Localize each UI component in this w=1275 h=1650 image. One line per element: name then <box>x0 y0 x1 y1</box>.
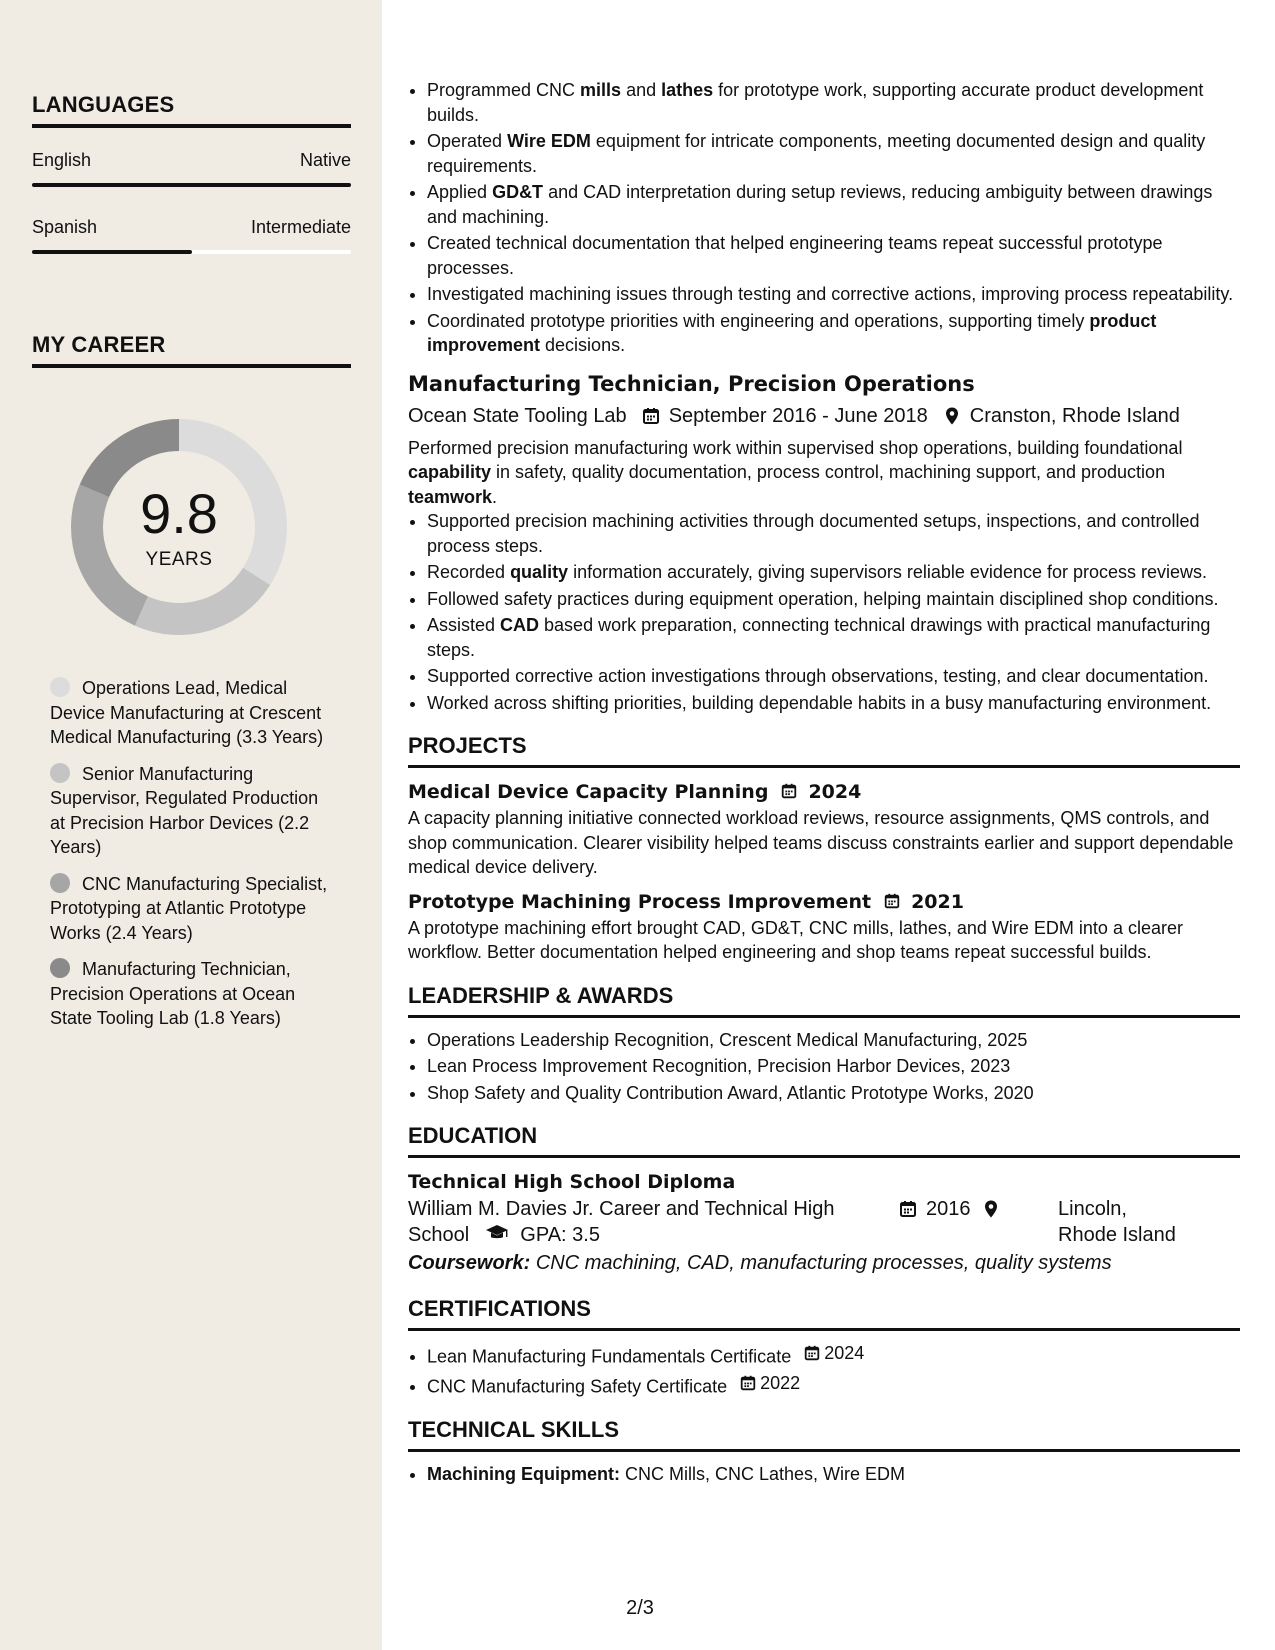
text-run: equipment for intricate components, meeting documented design and quality requirements. <box>427 131 1206 176</box>
skills-title: TECHNICAL SKILLS <box>408 1417 1240 1452</box>
project-name: Medical Device Capacity Planning <box>408 781 769 803</box>
project-description: A prototype machining effort brought CAD, GD&T, CNC mills, lathes, and Wire EDM into a clearer workflow. Better documentation helped engineering and shop teams repeat successful builds. <box>408 917 1183 962</box>
bold-text: teamwork <box>408 486 493 507</box>
bullet-item <box>427 180 1240 229</box>
bold-text: quality <box>510 562 569 582</box>
education-degree: Technical High School Diploma <box>408 1171 736 1193</box>
text-run: Assisted <box>427 615 501 635</box>
calendar-icon <box>780 782 800 802</box>
text-run: Programmed CNC <box>427 80 581 100</box>
coursework-text: CNC machining, CAD, manufacturing processes, quality systems <box>535 1252 1112 1274</box>
bullet-item <box>427 509 1240 558</box>
projects-list <box>408 778 1240 965</box>
bold-text: product improvement <box>427 310 1157 355</box>
education-details <box>408 1196 1240 1248</box>
language-name: English <box>32 150 92 170</box>
project-header <box>408 778 1240 806</box>
bold-text: GD&T <box>492 182 544 202</box>
career-legend-item <box>50 872 330 946</box>
project-year: 2021 <box>911 890 964 913</box>
skill-value: CNC Mills, CNC Lathes, Wire EDM <box>625 1463 906 1484</box>
awards-title: LEADERSHIP & AWARDS <box>408 983 1240 1018</box>
language-bar <box>32 250 351 254</box>
bold-text: capability <box>408 462 492 482</box>
career-total-years: 9.8 <box>140 482 218 545</box>
text-run: Investigated machining issues through testing and corrective actions, improving process repeatability. <box>427 284 1234 304</box>
donut-segment <box>135 568 270 635</box>
career-legend <box>50 676 330 1043</box>
calendar-icon <box>883 892 903 912</box>
graduation-cap-icon <box>485 1223 509 1243</box>
languages-title: LANGUAGES <box>32 92 351 128</box>
job-meta <box>408 402 1240 430</box>
award-item: • Lean Process Improvement Recognition, Precision Harbor Devices, 2023 <box>427 1054 1240 1079</box>
certification-date <box>791 1341 864 1366</box>
text-run: Supported corrective action investigations through observations, testing, and clear documentation. <box>427 666 1209 686</box>
legend-dot <box>50 763 70 783</box>
project-header <box>408 888 1240 916</box>
text-run: Followed safety practices during equipment operation, helping maintain disciplined shop conditions. <box>427 588 1219 609</box>
text-run: for prototype work, supporting accurate product development builds. <box>427 80 1204 125</box>
language-level: Native <box>299 150 351 170</box>
text-run: based work preparation, connecting technical drawings with practical manufacturing steps. <box>427 615 1211 660</box>
certifications-title: CERTIFICATIONS <box>408 1296 1240 1331</box>
education-school-gpa <box>408 1196 898 1248</box>
text-run: Performed precision manufacturing work within supervised shop operations, building foundational <box>408 437 1183 458</box>
bullet-item <box>427 309 1240 358</box>
bold-text: lathes <box>661 80 714 100</box>
education-year-block <box>898 1196 1058 1248</box>
job-dates: September 2016 - June 2018 <box>668 404 928 427</box>
award-item: • Operations Leadership Recognition, Crescent Medical Manufacturing, 2025 <box>427 1028 1240 1053</box>
language-row <box>32 150 351 171</box>
sidebar <box>0 0 382 1650</box>
bullet-item <box>427 129 1240 178</box>
education-title: EDUCATION <box>408 1123 1240 1158</box>
certification-year: 2024 <box>824 1343 865 1363</box>
certification-name: CNC Manufacturing Safety Certificate <box>427 1376 728 1396</box>
education-gpa: GPA: 3.5 <box>520 1224 600 1246</box>
bullet-item <box>427 78 1240 127</box>
bullet-item <box>427 664 1240 689</box>
award-item: • Shop Safety and Quality Contribution Award, Atlantic Prototype Works, 2020 <box>427 1081 1240 1106</box>
language-row <box>32 217 351 238</box>
languages-section <box>32 92 351 254</box>
job-summary <box>408 436 1240 510</box>
legend-dot <box>50 958 70 978</box>
legend-dot <box>50 677 70 697</box>
career-legend-item <box>50 676 330 750</box>
text-run: and <box>621 80 662 100</box>
legend-dot <box>50 873 70 893</box>
language-bar-fill <box>32 183 351 187</box>
education-coursework <box>408 1248 1240 1278</box>
education-location: Lincoln, Rhode Island <box>1058 1198 1176 1246</box>
text-run: in safety, quality documentation, process control, machining support, and production <box>491 462 1166 482</box>
language-bar <box>32 183 351 187</box>
text-run: Supported precision machining activities through documented setups, inspections, and controlled process steps. <box>427 511 1200 556</box>
career-years-label: YEARS <box>145 549 213 570</box>
bullet-item <box>427 691 1240 716</box>
text-run: Operated <box>427 131 508 151</box>
bold-text: CAD <box>500 615 540 635</box>
certification-item <box>427 1371 1240 1399</box>
career-title-block <box>32 332 351 368</box>
job-company: Ocean State Tooling Lab <box>408 404 627 427</box>
bullet-item <box>427 587 1240 612</box>
project-description: A capacity planning initiative connected workload reviews, resource assignments, QMS controls, and shop communication. Clearer visibility helped teams discuss constraints earlier and support dependable medical device delivery. <box>408 808 1234 877</box>
location-pin-icon <box>942 406 962 426</box>
bullet-item <box>427 560 1240 585</box>
projects-title: PROJECTS <box>408 733 1240 768</box>
calendar-icon <box>898 1199 918 1219</box>
skill-label: Machining Equipment: <box>427 1463 620 1484</box>
job-title: Manufacturing Technician, Precision Operations <box>408 371 975 396</box>
career-legend-label: Operations Lead, Medical Device Manufacturing at Crescent Medical Manufacturing (3.3 Years) <box>50 678 324 747</box>
bold-text: mills <box>580 80 622 100</box>
skill-item <box>427 1462 1240 1487</box>
certification-name: Lean Manufacturing Fundamentals Certificate <box>427 1346 792 1367</box>
text-run: Worked across shifting priorities, building dependable habits in a busy manufacturing environment. <box>427 692 1212 713</box>
language-level: Intermediate <box>250 217 351 237</box>
project-year: 2024 <box>808 781 862 803</box>
text-run: Created technical documentation that helped engineering teams repeat successful prototype processes. <box>427 233 1163 278</box>
career-legend-label: CNC Manufacturing Specialist, Prototyping at Atlantic Prototype Works (2.4 Years) <box>50 873 328 943</box>
job-bullets <box>408 509 1240 715</box>
calendar-icon <box>641 406 661 426</box>
career-title: MY CAREER <box>32 332 351 368</box>
career-legend-item <box>50 762 330 860</box>
awards-list <box>408 1028 1240 1106</box>
job-location: Cranston, Rhode Island <box>969 404 1180 427</box>
project-name: Prototype Machining Process Improvement <box>408 890 872 913</box>
text-run: . <box>492 486 498 507</box>
text-run: Coordinated prototype priorities with engineering and operations, supporting timely <box>427 310 1090 331</box>
bullet-item <box>427 282 1240 307</box>
location-pin-icon <box>981 1199 1001 1219</box>
bold-text: Wire EDM <box>507 131 591 151</box>
calendar-icon <box>803 1344 821 1362</box>
calendar-icon <box>739 1374 757 1392</box>
certification-item <box>427 1341 1240 1369</box>
career-legend-item <box>50 957 330 1031</box>
education-school: William M. Davies Jr. Career and Technical High School <box>408 1198 835 1246</box>
language-list <box>32 150 351 254</box>
language-name: Spanish <box>32 217 98 237</box>
text-run: and CAD interpretation during setup reviews, reducing ambiguity between drawings and machining. <box>427 182 1213 227</box>
previous-job-bullets <box>408 78 1240 358</box>
coursework-label: Coursework: <box>408 1252 531 1274</box>
page-number: 2/3 <box>626 1597 654 1619</box>
text-run: decisions. <box>540 335 626 355</box>
bullet-item <box>427 613 1240 662</box>
skills-list <box>408 1462 1240 1487</box>
certification-year: 2022 <box>760 1372 801 1393</box>
bullet-item <box>427 231 1240 280</box>
education-year: 2016 <box>926 1198 971 1220</box>
main-content <box>408 78 1240 1488</box>
text-run: Recorded <box>427 562 511 582</box>
certifications-list <box>408 1341 1240 1399</box>
text-run: information accurately, giving supervisors reliable evidence for process reviews. <box>568 562 1208 582</box>
certification-date <box>727 1371 800 1396</box>
career-legend-label: Senior Manufacturing Supervisor, Regulated Production at Precision Harbor Devices (2.2 Years) <box>50 763 319 857</box>
career-legend-label: Manufacturing Technician, Precision Operations at Ocean State Tooling Lab (1.8 Years) <box>50 959 296 1028</box>
language-bar-fill <box>32 250 192 254</box>
text-run: Applied <box>427 182 493 202</box>
